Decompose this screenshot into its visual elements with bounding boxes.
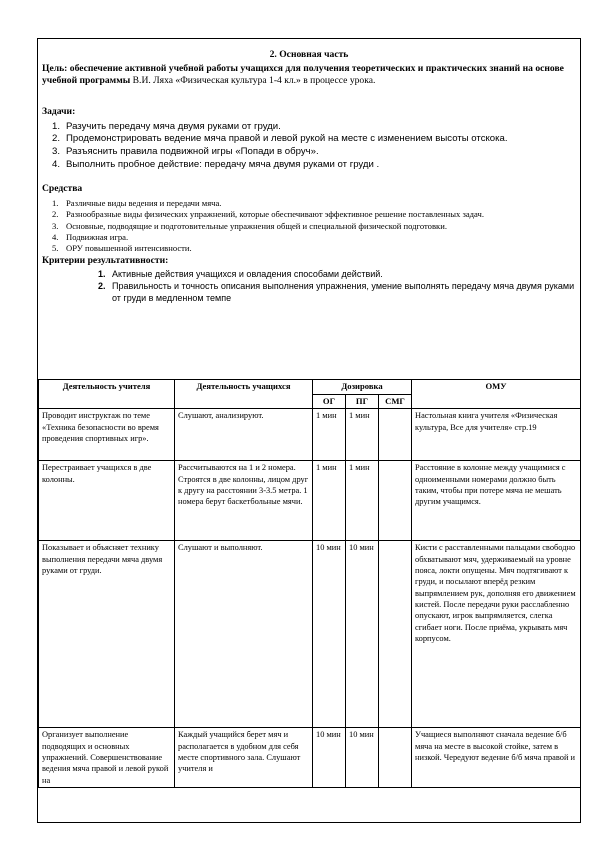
list-item: 2. Продемонстрировать ведение мяча правой и левой рукой на месте с изменением высоты отскока. [52,133,508,145]
cell-pg: 10 мин [346,728,379,788]
cell-teacher: Организует выполнение подводящих и основных упражнений. Совершенствование ведения мяча правой и левой рукой на [39,728,175,788]
list-item: 2. Разнообразные виды физических упражнений, которые обеспечивают эффективное решение поставленных задач. [52,209,484,220]
list-item: 4. Подвижная игра. [52,231,129,242]
section-title: 2. Основная часть [269,49,349,60]
list-item: 3. Основные, подводящие и подготовительные упражнения общей и специальной физической подготовки. [52,220,447,231]
cell-og: 10 мин [313,541,346,728]
table-row [39,409,581,461]
page-frame [37,38,581,823]
tasks-list [42,121,576,172]
header-pg: ПГ [346,394,379,409]
header-students: Деятельность учащихся [175,380,313,409]
cell-og: 1 мин [313,409,346,461]
table-row [39,728,581,788]
goal-paragraph [42,63,576,88]
table-row [39,461,581,541]
cell-students: Каждый учащийся берет мяч и располагается в удобном для себя месте спортивного зала. Слушают учителя и [175,728,313,788]
cell-teacher: Показывает и объясняет технику выполнения передачи мяча двумя руками от груди. [39,541,175,728]
cell-og: 1 мин [313,461,346,541]
means-list [42,198,576,255]
cell-teacher: Проводит инструктаж по теме «Техника безопасности во время проведения спортивных игр». [39,409,175,461]
header-omu: ОМУ [412,380,581,409]
list-item: 1. Различные виды ведения и передачи мяча. [52,197,222,208]
header-teacher: Деятельность учителя [39,380,175,409]
list-item: 3. Разъяснить правила подвижной игры «Попади в обруч». [52,145,319,157]
goal-bold-text: обеспечение активной учебной работы учащихся для получения теоретических и практических знаний на основе учебной программы [42,62,564,87]
cell-smg [379,461,412,541]
cell-pg: 1 мин [346,461,379,541]
cell-smg [379,409,412,461]
header-dosage: Дозировка [313,380,412,395]
goal-label: Цель: [42,62,68,74]
cell-students: Слушают и выполняют. [175,541,313,728]
cell-pg: 10 мин [346,541,379,728]
cell-og: 10 мин [313,728,346,788]
cell-omu: Кисти с расставленными пальцами свободно обхватывают мяч, удерживаемый на уровне пояса, локти опущены. Мяч подтягивают к груди, и посылают вперёд резким выпрямлением рук, дополняя его движением кистей. После передачи руки расслабленно опускают, игрок выпрямляется, слегка сгибает ноги. После приёма, укрывать мяч корпусом. [412,541,581,728]
list-item: 5. ОРУ повышенной интенсивности. [52,243,192,254]
cell-omu: Учащиеся выполняют сначала ведение б/б мяча на месте в высокой стойке, затем в низкой. Чередуют ведение б/б мяча правой и [412,728,581,788]
cell-omu: Расстояние в колонне между учащимися с одноименными номерами должно быть таким, чтобы при потере мяча не мешать другим учащимся. [412,461,581,541]
cell-smg [379,728,412,788]
list-item: 4. Выполнить пробное действие: передачу мяча двумя руками от груди . [52,158,380,170]
criteria-label: Критерии результативности: [42,254,169,266]
cell-pg: 1 мин [346,409,379,461]
list-item: 1. Разучить передачу мяча двумя руками от груди. [52,120,281,132]
goal-normal-text: В.И. Ляха «Физическая культура 1-4 кл.» в процессе урока. [132,75,376,87]
cell-students: Рассчитываются на 1 и 2 номера. Строятся в две колонны, лицом друг к другу на расстоянии 3-3.5 метра. 1 номера берут баскетбольные мячи. [175,461,313,541]
list-item: 2. Правильность и точность описания выполнения упражнения, умение выполнять передачу мяча двумя руками от груди в медленном темпе [98,281,575,304]
list-item: 1. Активные действия учащихся и овладения способами действий. [98,269,383,280]
lesson-table [38,379,581,788]
cell-omu: Настольная книга учителя «Физическая культура, Все для учителя» стр.19 [412,409,581,461]
criteria-list [42,269,576,305]
cell-students: Слушают, анализируют. [175,409,313,461]
table-row [39,541,581,728]
header-smg: СМГ [379,394,412,409]
document-content [42,49,576,305]
header-og: ОГ [313,394,346,409]
cell-teacher: Перестраивает учащихся в две колонны. [39,461,175,541]
cell-smg [379,541,412,728]
means-label: Средства [42,183,83,195]
tasks-label: Задачи: [42,105,76,117]
